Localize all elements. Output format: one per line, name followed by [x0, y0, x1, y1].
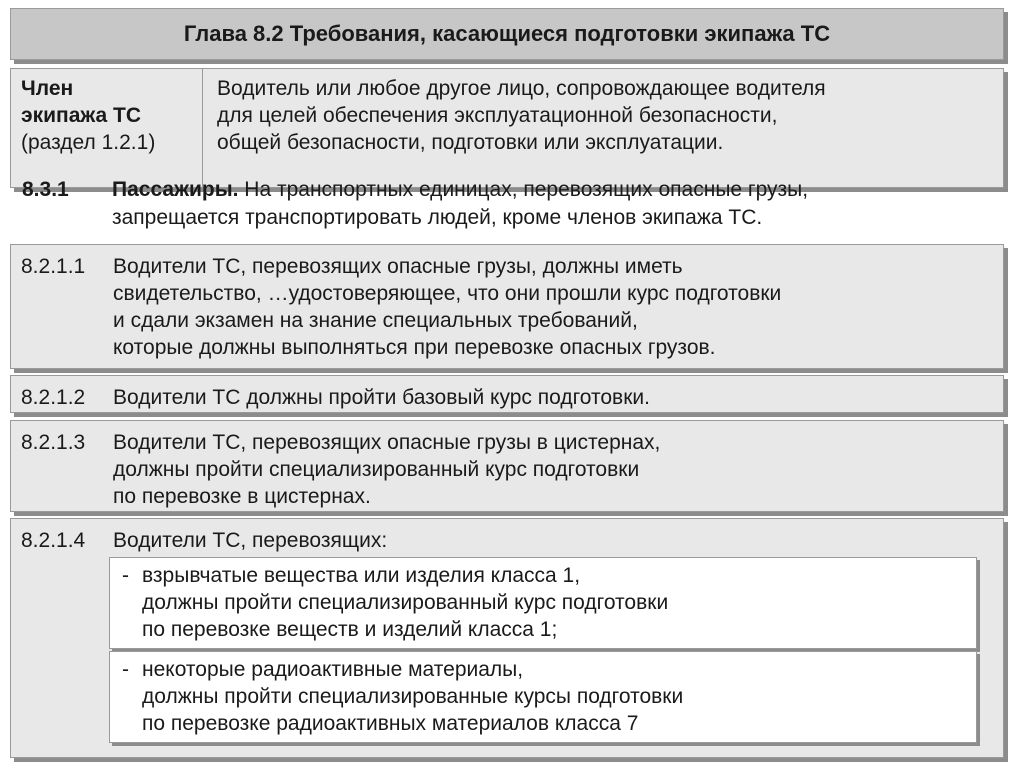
subitem-line: должны пройти специализированные курсы подготовки — [142, 685, 684, 708]
definition-text-line: Водитель или любое другое лицо, сопровождающее водителя — [217, 77, 826, 100]
definition-term-line: экипажа ТС — [21, 104, 142, 127]
item-8-2-1-1 — [10, 244, 1004, 369]
section-body — [112, 176, 808, 232]
item-line: Водители ТС, перевозящих опасные грузы, должны иметь — [113, 255, 683, 278]
subitem-line: по перевозке веществ и изделий класса 1; — [142, 618, 558, 641]
chapter-title-text: Глава 8.2 Требования, касающиеся подготовки экипажа ТС — [183, 21, 831, 46]
section-line: запрещается транспортировать людей, кроме членов экипажа ТС. — [112, 206, 763, 229]
item-line: и сдали экзамен на знание специальных требований, — [113, 309, 638, 332]
item-line: Водители ТС, перевозящих опасные грузы в цистернах, — [113, 431, 661, 454]
definition-term — [11, 69, 203, 187]
item-8-2-1-4 — [10, 518, 1004, 758]
subitem-line: по перевозке радиоактивных материалов класса 7 — [142, 712, 639, 735]
subitem-dash: - — [122, 564, 129, 587]
definition-text-line: общей безопасности, подготовки или эксплуатации. — [217, 131, 724, 154]
subitem-explosives — [109, 557, 977, 649]
definition-term-line: Член — [21, 77, 74, 100]
subitem-line: некоторые радиоактивные материалы, — [142, 658, 524, 681]
subitem-line: должны пройти специализированный курс подготовки — [142, 591, 669, 614]
item-line: Водители ТС должны пройти базовый курс подготовки. — [113, 386, 650, 409]
item-body — [113, 429, 660, 510]
definition-text — [217, 75, 993, 156]
section-number: 8.3.1 — [22, 178, 69, 201]
item-number: 8.2.1.2 — [21, 386, 86, 409]
item-number: 8.2.1.4 — [21, 529, 86, 552]
definition-term-reference: (раздел 1.2.1) — [21, 131, 156, 154]
subitem-line: взрывчатые вещества или изделия класса 1, — [142, 564, 581, 587]
item-line: должны пройти специализированный курс подготовки — [113, 458, 640, 481]
item-line: по перевозке в цистернах. — [113, 485, 371, 508]
item-8-2-1-3 — [10, 420, 1004, 512]
definition-box — [10, 68, 1004, 188]
item-line: которые должны выполняться при перевозке опасных грузов. — [113, 336, 716, 359]
item-body — [113, 384, 650, 411]
subitem-dash: - — [122, 658, 129, 681]
subitem-body — [142, 562, 668, 643]
definition-text-line: для целей обеспечения эксплуатационной безопасности, — [217, 104, 778, 127]
subitem-body — [142, 656, 683, 737]
section-line-rest: На транспортных единицах, перевозящих опасные грузы, — [238, 178, 809, 201]
item-number: 8.2.1.3 — [21, 431, 86, 454]
subitem-radioactive — [109, 651, 977, 743]
item-line: Водители ТС, перевозящих: — [113, 529, 388, 552]
chapter-title — [10, 8, 1004, 60]
section-line — [112, 176, 808, 204]
section-lead: Пассажиры. — [112, 178, 239, 201]
item-body — [113, 253, 781, 361]
item-line: свидетельство, …удостоверяющее, что они прошли курс подготовки — [113, 282, 782, 305]
item-number: 8.2.1.1 — [21, 255, 86, 278]
item-8-2-1-2 — [10, 375, 1004, 413]
